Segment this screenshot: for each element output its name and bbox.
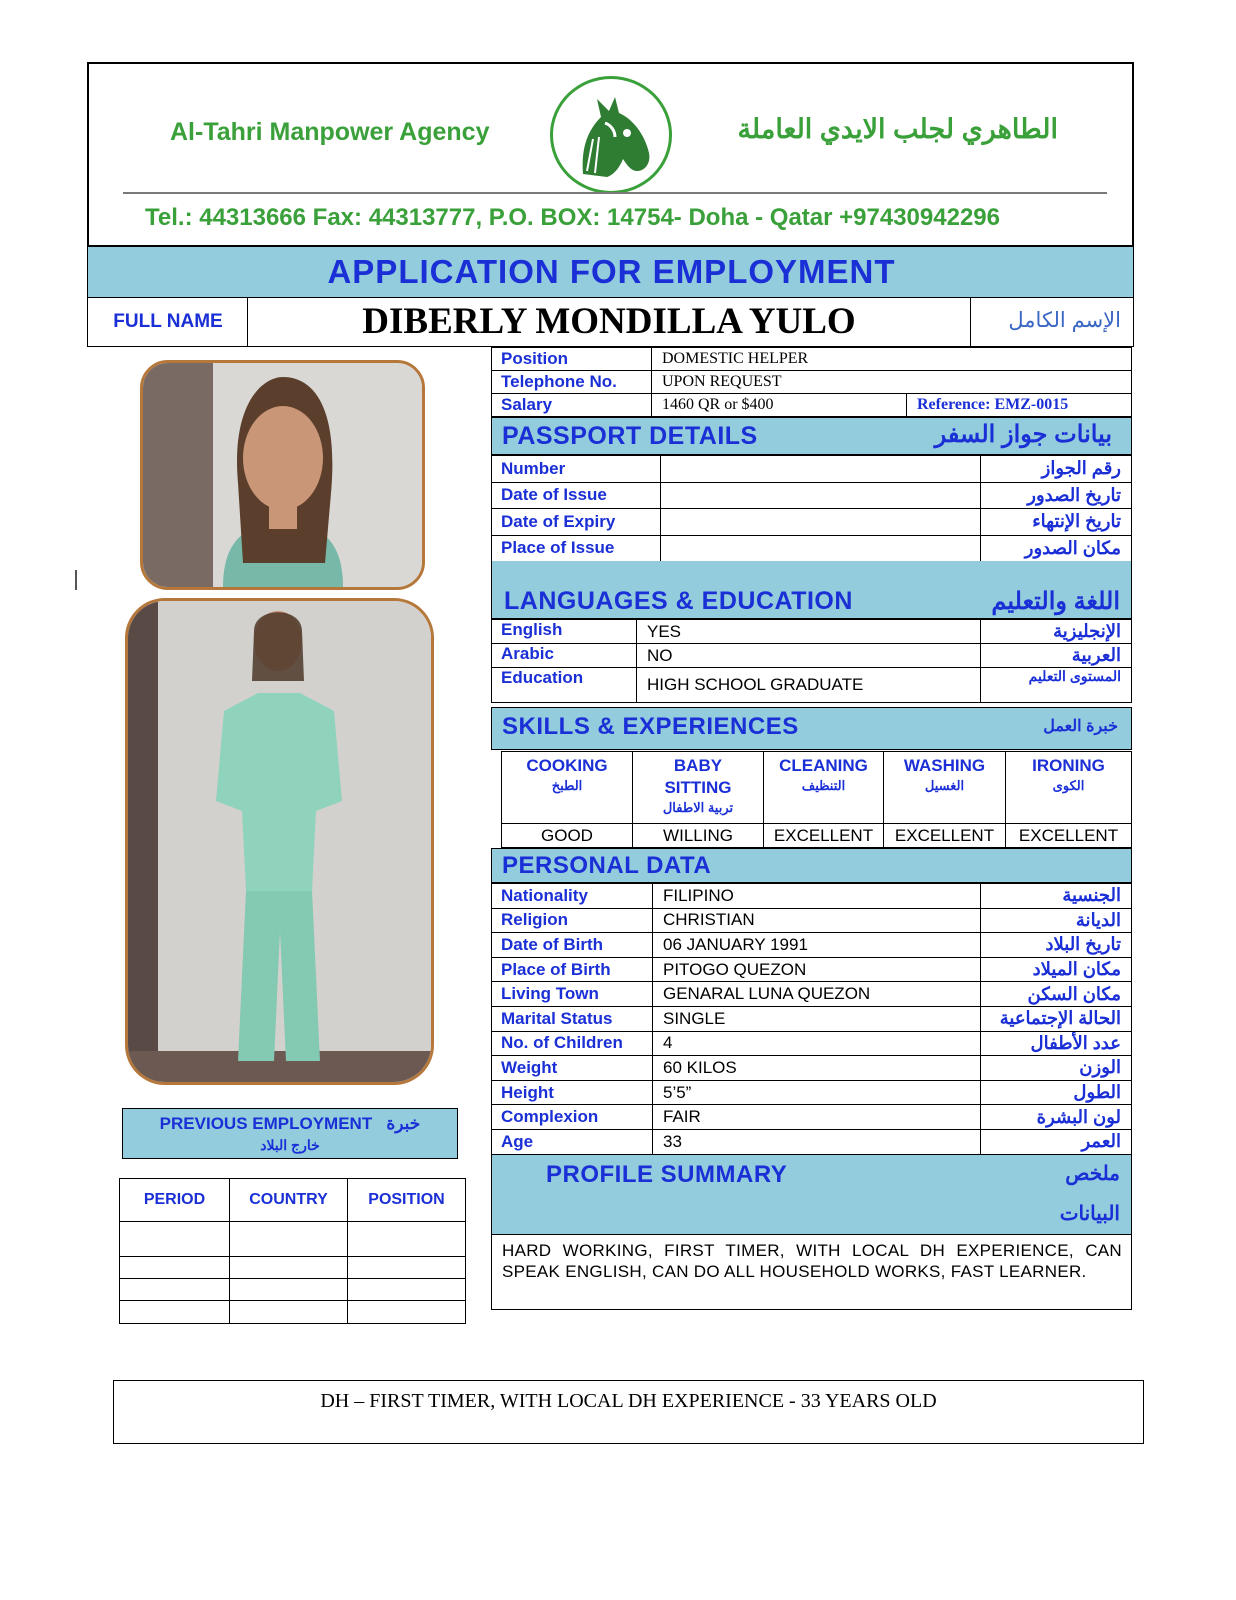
date-of-issue-label: Date of Issue [492, 482, 661, 509]
personal-label: Weight [492, 1056, 653, 1081]
personal-value: FILIPINO [653, 884, 981, 909]
passport-number-label: Number [492, 456, 661, 483]
table-row [492, 1031, 1132, 1056]
table-row [492, 1105, 1132, 1130]
full-body-photo [125, 598, 434, 1085]
portrait-photo [140, 360, 425, 590]
personal-value: GENARAL LUNA QUEZON [653, 982, 981, 1007]
personal-label-ar: الجنسية [981, 884, 1132, 909]
table-header-row [120, 1179, 466, 1222]
skill-baby-sitting: BABY SITTING تربية الاطفال [633, 752, 764, 824]
profile-summary-box [491, 1235, 1132, 1310]
education-label: Education [492, 668, 637, 703]
passport-details-band [491, 417, 1132, 455]
skill-cooking-level: GOOD [502, 824, 633, 848]
english-value: YES [637, 620, 981, 644]
full-name-row [87, 297, 1134, 347]
personal-label: Age [492, 1129, 653, 1154]
agency-name-ar: الطاهري لجلب الايدي العاملة [737, 114, 1058, 144]
table-row [120, 1221, 466, 1256]
column-header-position: POSITION [348, 1179, 466, 1222]
passport-details-title-ar: بيانات جواز السفر [934, 421, 1112, 448]
agency-name-en: Al-Tahri Manpower Agency [170, 118, 490, 146]
personal-label: Religion [492, 908, 653, 933]
page-title: APPLICATION FOR EMPLOYMENT [327, 253, 896, 290]
personal-label: Complexion [492, 1105, 653, 1130]
salary-label: Salary [492, 394, 652, 417]
column-header-country: COUNTRY [230, 1179, 348, 1222]
skill-washing: WASHING الغسيل [884, 752, 1006, 824]
reference-cell [907, 394, 1132, 417]
personal-data-band [491, 848, 1132, 883]
skill-cleaning-level: EXCELLENT [764, 824, 884, 848]
previous-employment-title-ar-1: خبرة [386, 1114, 421, 1133]
skills-experiences-band [491, 707, 1132, 750]
date-of-issue-label-ar: تاريخ الصدور [981, 482, 1132, 509]
english-label: English [492, 620, 637, 644]
personal-label: Date of Birth [492, 933, 653, 958]
horse-head-icon [550, 76, 672, 194]
profile-summary-title-ar-2: البيانات [1059, 1203, 1120, 1225]
personal-label: Place of Birth [492, 957, 653, 982]
table-row [492, 348, 1132, 371]
text-cursor [75, 570, 77, 590]
skills-experiences-title: SKILLS & EXPERIENCES [502, 713, 799, 740]
personal-label-ar: تاريخ البلاد [981, 933, 1132, 958]
personal-label-ar: الديانة [981, 908, 1132, 933]
skill-washing-level: EXCELLENT [884, 824, 1006, 848]
personal-value: FAIR [653, 1105, 981, 1130]
table-row [492, 620, 1132, 644]
table-row [492, 1056, 1132, 1081]
date-of-expiry-label-ar: تاريخ الإنتهاء [981, 509, 1132, 536]
passport-details-title: PASSPORT DETAILS [502, 422, 758, 450]
place-of-issue-value [661, 535, 981, 562]
passport-number-label-ar: رقم الجواز [981, 456, 1132, 483]
personal-value: 33 [653, 1129, 981, 1154]
personal-label-ar: الحالة الإجتماعية [981, 1006, 1132, 1031]
table-row [120, 1301, 466, 1324]
skills-experiences-title-ar: خبرة العمل [1043, 718, 1118, 735]
personal-value: 60 KILOS [653, 1056, 981, 1081]
passport-number-value [661, 456, 981, 483]
skills-table [501, 751, 1132, 848]
place-of-issue-label: Place of Issue [492, 535, 661, 562]
english-label-ar: الإنجليزية [981, 620, 1132, 644]
date-of-expiry-value [661, 509, 981, 536]
arabic-label: Arabic [492, 644, 637, 668]
personal-label-ar: مكان الميلاد [981, 957, 1132, 982]
table-row [492, 884, 1132, 909]
table-row [492, 908, 1132, 933]
personal-value: PITOGO QUEZON [653, 957, 981, 982]
table-row [492, 535, 1132, 562]
salary-value: 1460 QR or $400 [652, 394, 907, 417]
personal-label-ar: الطول [981, 1080, 1132, 1105]
full-name-label-cell [88, 298, 248, 346]
reference-value: EMZ-0015 [994, 396, 1069, 413]
table-row [492, 982, 1132, 1007]
skills-header-row [502, 752, 1132, 824]
languages-education-table [491, 619, 1132, 703]
previous-employment-title [123, 1114, 457, 1134]
table-row [492, 933, 1132, 958]
personal-label: No. of Children [492, 1031, 653, 1056]
personal-value: 4 [653, 1031, 981, 1056]
table-row [492, 668, 1132, 703]
skill-ironing: IRONING الكوى [1006, 752, 1132, 824]
date-of-issue-value [661, 482, 981, 509]
date-of-expiry-label: Date of Expiry [492, 509, 661, 536]
place-of-issue-label-ar: مكان الصدور [981, 535, 1132, 562]
full-name-ar-cell [970, 298, 1133, 346]
languages-education-title-ar: اللغة والتعليم [991, 588, 1120, 615]
arabic-label-ar: العربية [981, 644, 1132, 668]
contact-line: Tel.: 44313666 Fax: 44313777, P.O. BOX: 14754- Doha - Qatar +97430942296 [145, 204, 1000, 231]
previous-employment-table [119, 1178, 466, 1324]
personal-data-title: PERSONAL DATA [502, 852, 712, 879]
title-band [87, 247, 1134, 297]
skill-ironing-level: EXCELLENT [1006, 824, 1132, 848]
previous-employment-title-ar-2: خارج البلاد [260, 1137, 320, 1153]
skills-level-row [502, 824, 1132, 848]
personal-value: CHRISTIAN [653, 908, 981, 933]
profile-summary-title: PROFILE SUMMARY [546, 1161, 788, 1188]
personal-label-ar: الوزن [981, 1056, 1132, 1081]
header-divider [123, 192, 1107, 194]
personal-label-ar: عدد الأطفال [981, 1031, 1132, 1056]
table-row [492, 371, 1132, 394]
personal-label: Nationality [492, 884, 653, 909]
footer-box [113, 1380, 1144, 1444]
footer-caption: DH – FIRST TIMER, WITH LOCAL DH EXPERIENCE - 33 YEARS OLD [320, 1390, 937, 1412]
table-row [492, 1129, 1132, 1154]
table-row [492, 482, 1132, 509]
personal-value: 06 JANUARY 1991 [653, 933, 981, 958]
personal-label-ar: مكان السكن [981, 982, 1132, 1007]
education-value: HIGH SCHOOL GRADUATE [637, 668, 981, 703]
full-name-value: DIBERLY MONDILLA YULO [362, 301, 856, 342]
reference-label: Reference: [917, 396, 991, 413]
telephone-value: UPON REQUEST [652, 371, 1132, 394]
skill-baby-sitting-level: WILLING [633, 824, 764, 848]
education-label-ar: المستوى التعليم [981, 668, 1132, 703]
table-row [120, 1279, 466, 1301]
personal-label: Height [492, 1080, 653, 1105]
personal-label-ar: لون البشرة [981, 1105, 1132, 1130]
position-label: Position [492, 348, 652, 371]
table-row [492, 394, 1132, 417]
personal-value: 5’5” [653, 1080, 981, 1105]
full-name-label: FULL NAME [113, 311, 223, 332]
personal-label-ar: العمر [981, 1129, 1132, 1154]
personal-label: Marital Status [492, 1006, 653, 1031]
languages-education-band [491, 561, 1132, 619]
table-row [492, 1080, 1132, 1105]
column-header-period: PERIOD [120, 1179, 230, 1222]
personal-value: SINGLE [653, 1006, 981, 1031]
position-value: DOMESTIC HELPER [652, 348, 1132, 371]
profile-summary-title-ar-1: ملخص [1065, 1163, 1120, 1185]
job-details-table [491, 347, 1132, 417]
table-row [492, 456, 1132, 483]
personal-data-table [491, 883, 1132, 1155]
languages-education-title: LANGUAGES & EDUCATION [504, 587, 853, 615]
table-row [492, 644, 1132, 668]
table-row [492, 1006, 1132, 1031]
passport-details-table [491, 455, 1132, 562]
profile-summary-text: HARD WORKING, FIRST TIMER, WITH LOCAL DH EXPERIENCE, CAN SPEAK ENGLISH, CAN DO ALL HOUSEHOLD WORKS, FAST LEARNER. [502, 1241, 1122, 1281]
full-name-label-ar: الإسم الكامل [1008, 309, 1121, 332]
table-row [492, 509, 1132, 536]
previous-employment-title-en: PREVIOUS EMPLOYMENT [159, 1114, 373, 1133]
telephone-label: Telephone No. [492, 371, 652, 394]
table-row [492, 957, 1132, 982]
skill-cleaning: CLEANING التنظيف [764, 752, 884, 824]
personal-label: Living Town [492, 982, 653, 1007]
profile-summary-band [491, 1154, 1132, 1235]
table-row [120, 1256, 466, 1278]
skill-cooking: COOKING الطبخ [502, 752, 633, 824]
arabic-value: NO [637, 644, 981, 668]
previous-employment-header [122, 1108, 458, 1159]
